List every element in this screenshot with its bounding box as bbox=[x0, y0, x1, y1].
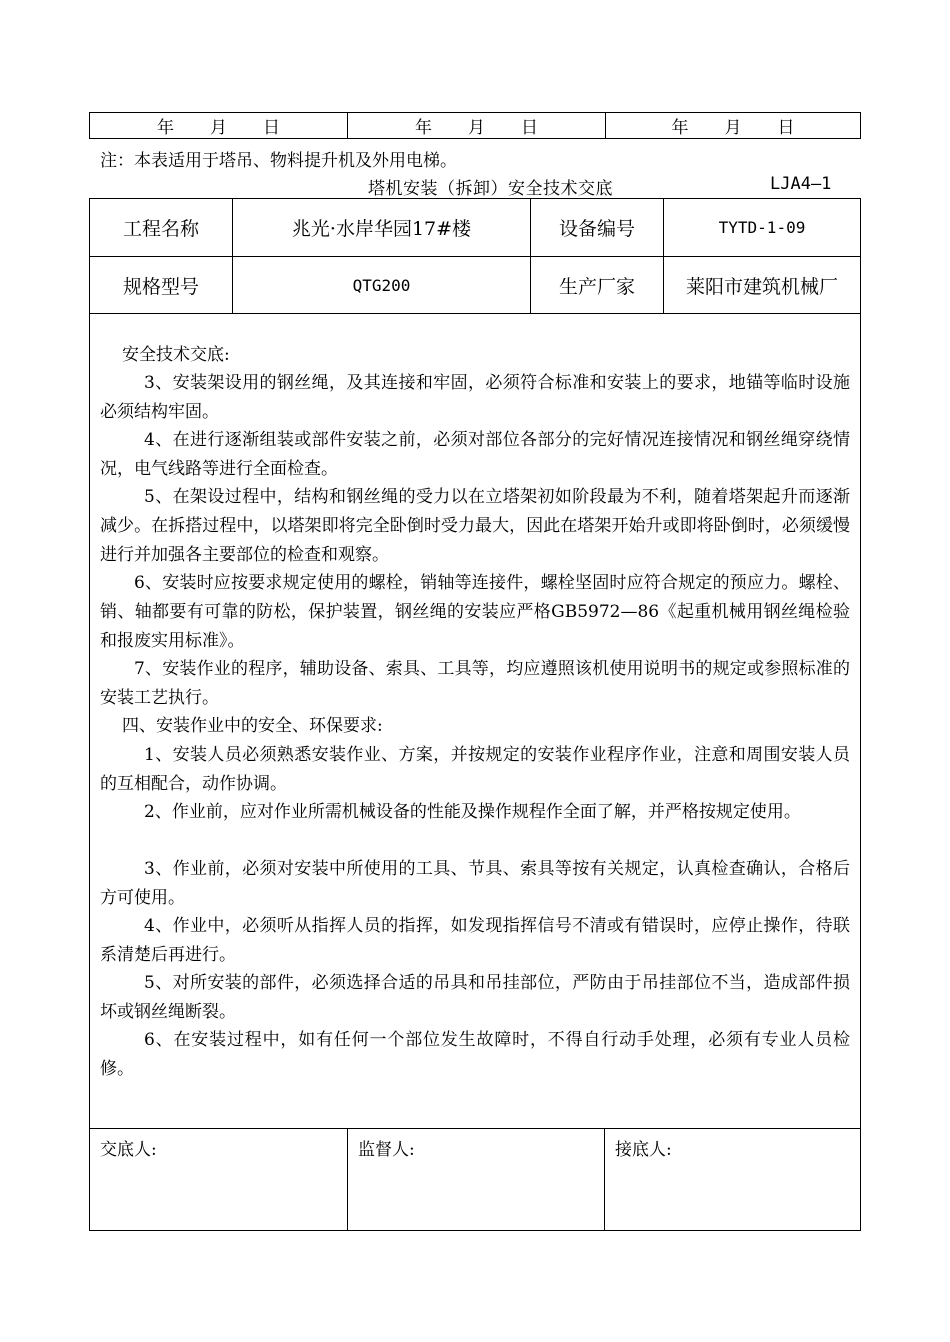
day-label: 日 bbox=[521, 118, 538, 138]
paragraph-req-2: 2、作业前，应对作业所需机械设备的性能及操作规程作全面了解，并严格按规定使用。 bbox=[144, 802, 801, 822]
manufacturer-label: 生产厂家 bbox=[530, 257, 663, 313]
year-label: 年 bbox=[415, 118, 432, 138]
discloser-label: 交底人: bbox=[100, 1140, 157, 1160]
year-label: 年 bbox=[157, 118, 174, 138]
date-row bbox=[89, 112, 861, 139]
paragraph-req-1: 1、安装人员必须熟悉安装作业、方案，并按规定的安装作业程序作业，注意和周围安装人员的互相配合，动作协调。 bbox=[100, 745, 850, 794]
content-area bbox=[90, 314, 860, 1129]
day-label: 日 bbox=[263, 118, 280, 138]
paragraph-req-6: 6、在安装过程中，如有任何一个部位发生故障时，不得自行动手处理，必须有专业人员检修。 bbox=[100, 1030, 850, 1079]
manufacturer-value: 莱阳市建筑机械厂 bbox=[663, 257, 860, 313]
model-value: QTG200 bbox=[232, 257, 530, 313]
month-label: 月 bbox=[210, 118, 227, 138]
paragraph-item-4: 4、在进行逐渐组装或部件安装之前，必须对部位各部分的完好情况连接情况和钢丝绳穿绕情况，电气线路等进行全面检查。 bbox=[100, 430, 850, 479]
project-name-label: 工程名称 bbox=[122, 218, 199, 240]
date-cell-1 bbox=[90, 113, 347, 138]
section-heading-4: 四、安装作业中的安全、环保要求: bbox=[122, 716, 383, 736]
paragraph-req-3: 3、作业前，必须对安装中所使用的工具、节具、索具等按有关规定，认真检查确认，合格后方可使用。 bbox=[100, 859, 850, 908]
paragraph-item-7: 7、安装作业的程序，辅助设备、索具、工具等，均应遵照该机使用说明书的规定或参照标准的安装工艺执行。 bbox=[100, 659, 850, 708]
form-code: LJA4—1 bbox=[770, 174, 832, 194]
year-label: 年 bbox=[671, 118, 689, 138]
paragraph-item-6: 6、安装时应按要求规定使用的螺栓，销轴等连接件，螺栓坚固时应符合规定的预应力。螺栓、销、轴都要有可靠的防松，保护装置，钢丝绳的安装应严格GB5972—86《起重机械用钢丝绳检验和报废实用标准》。 bbox=[100, 573, 850, 651]
day-label: 日 bbox=[777, 118, 795, 138]
paragraph-item-3: 3、安装架设用的钢丝绳，及其连接和牢固，必须符合标准和安装上的要求，地锚等临时设施必须结构牢固。 bbox=[100, 373, 850, 422]
date-cell-3 bbox=[605, 113, 860, 138]
receiver-label: 接底人: bbox=[604, 1129, 860, 1230]
form-title: 塔机安装（拆卸）安全技术交底 bbox=[368, 179, 613, 199]
signature-row bbox=[90, 1129, 860, 1230]
paragraph-req-4: 4、作业中，必须听从指挥人员的指挥，如发现指挥信号不清或有错误时，应停止操作，待联系清楚后再进行。 bbox=[100, 916, 850, 965]
project-row bbox=[90, 199, 860, 257]
equipment-no-value: TYTD-1-09 bbox=[663, 199, 860, 256]
note-text: 注：本表适用于塔吊、物料提升机及外用电梯。 bbox=[100, 151, 457, 171]
disclosure-form bbox=[89, 198, 861, 1231]
project-name-value: 兆光·水岸华园17#楼 bbox=[232, 199, 530, 256]
model-row bbox=[90, 257, 860, 314]
date-cell-2 bbox=[347, 113, 605, 138]
month-label: 月 bbox=[724, 118, 742, 138]
paragraph-req-5: 5、对所安装的部件，必须选择合适的吊具和吊挂部位，严防由于吊挂部位不当，造成部件损坏或钢丝绳断裂。 bbox=[100, 973, 850, 1022]
content-heading: 安全技术交底: bbox=[122, 345, 230, 365]
paragraph-item-5: 5、在架设过程中，结构和钢丝绳的受力以在立塔架初如阶段最为不利，随着塔架起升而逐渐减少。在拆搭过程中，以塔架即将完全卧倒时受力最大，因此在塔架开始升或即将卧倒时，必须缓慢进行并加强各主要部位的检查和观察。 bbox=[100, 487, 850, 565]
month-label: 月 bbox=[468, 118, 485, 138]
equipment-no-label: 设备编号 bbox=[530, 199, 663, 256]
model-label: 规格型号 bbox=[122, 275, 199, 298]
supervisor-label: 监督人: bbox=[347, 1129, 604, 1230]
